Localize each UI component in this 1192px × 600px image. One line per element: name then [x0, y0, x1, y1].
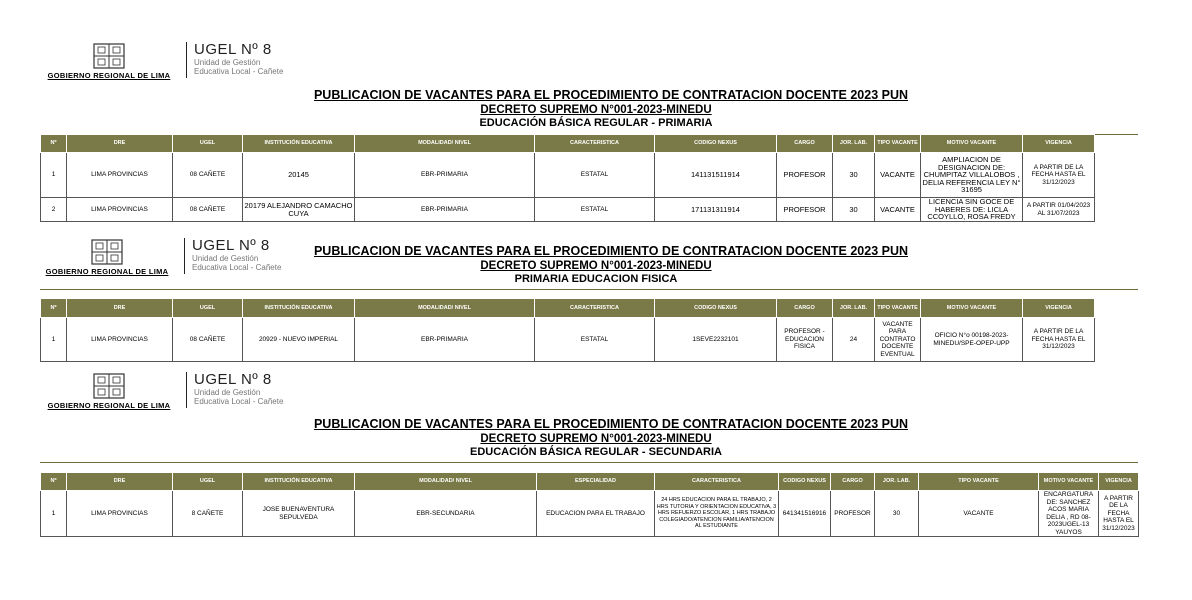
- header-cell: JOR. LAB.: [875, 473, 919, 491]
- cell-cargo: PROFESOR - EDUCACION FISICA: [777, 318, 833, 362]
- header-cell: JOR. LAB.: [833, 135, 875, 153]
- divider-line: [40, 462, 1138, 463]
- cell-vigencia: A PARTIR 01/04/2023 AL 31/07/2023: [1023, 198, 1095, 222]
- cell-caracteristica: 24 HRS EDUCACION PARA EL TRABAJO, 2 HRS TUTORIA Y ORIENTACION EDUCATIVA, 3 HRS REFUERZO ESCOLAR, 1 HRS TRABAJO COLEGIADO/ATENCION FAMILIA/ATENCION AL ESTUDIANTE: [655, 491, 779, 537]
- header-cell: UGEL: [173, 473, 243, 491]
- cell-n: 1: [41, 318, 67, 362]
- cell-caracteristica: ESTATAL: [535, 153, 655, 198]
- cell-ugel: 8 CAÑETE: [173, 491, 243, 537]
- gobierno-text: GOBIERNO REGIONAL DE LIMA: [47, 401, 171, 410]
- header-cell: MODALIDAD/ NIVEL: [355, 135, 535, 153]
- cell-motivo: AMPLIACION DE DESIGNACION DE: CHUMPITAZ VILLALOBOS , DELIA REFERENCIA LEY N° 31695: [921, 153, 1023, 198]
- cell-codigo: 1SEVE2232101: [655, 318, 777, 362]
- cell-codigo: 141131511914: [655, 153, 777, 198]
- cell-cargo: PROFESOR: [777, 198, 833, 222]
- ugel-sub1: Unidad de Gestión: [194, 388, 261, 397]
- cell-institucion: 20929 - NUEVO IMPERIAL: [243, 318, 355, 362]
- cell-caracteristica: ESTATAL: [535, 318, 655, 362]
- header-cell: CODIGO NEXUS: [655, 299, 777, 318]
- cell-modalidad: EBR-PRIMARIA: [355, 318, 535, 362]
- gobierno-regional-logo: [40, 372, 178, 410]
- section-title: PUBLICACION DE VACANTES PARA EL PROCEDIMIENTO DE CONTRATACION DOCENTE 2023 PUN: [313, 244, 909, 258]
- header-cell: MOTIVO VACANTE: [921, 299, 1023, 318]
- ugel-title: UGEL Nº 8: [194, 371, 272, 388]
- cell-tipo: VACANTE: [919, 491, 1039, 537]
- header-cell: Nº: [41, 135, 67, 153]
- cell-dre: LIMA PROVINCIAS: [67, 318, 173, 362]
- cell-especialidad: EDUCACION PARA EL TRABAJO: [537, 491, 655, 537]
- cell-dre: LIMA PROVINCIAS: [67, 153, 173, 198]
- cell-codigo: 171131311914: [655, 198, 777, 222]
- gobierno-regional-logo: [40, 42, 178, 80]
- cell-jornada: 30: [833, 198, 875, 222]
- logo-block-1: [40, 42, 283, 80]
- ugel-logo: [186, 42, 283, 78]
- divider-line: [40, 289, 1138, 290]
- cell-institucion: JOSE BUENAVENTURA SEPULVEDA: [243, 491, 355, 537]
- section-subtitle: EDUCACIÓN BÁSICA REGULAR - PRIMARIA: [479, 117, 713, 129]
- header-cell: CODIGO NEXUS: [655, 135, 777, 153]
- header-cell: TIPO VACANTE: [875, 299, 921, 318]
- cell-tipo: VACANTE: [875, 198, 921, 222]
- cell-cargo: PROFESOR: [777, 153, 833, 198]
- header-cell: CARACTERISTICA: [535, 135, 655, 153]
- section-decree: DECRETO SUPREMO N°001-2023-MINEDU: [480, 104, 712, 116]
- ugel-sub2: Educativa Local - Cañete: [192, 263, 282, 272]
- cell-vigencia: A PARTIR DE LA FECHA HASTA EL 31/12/2023: [1023, 153, 1095, 198]
- section-title: PUBLICACION DE VACANTES PARA EL PROCEDIMIENTO DE CONTRATACION DOCENTE 2023 PUN: [313, 417, 909, 431]
- vacancy-table-primaria: [40, 134, 1095, 222]
- header-cell: VIGENCIA: [1023, 299, 1095, 318]
- cell-codigo: 641341516916: [779, 491, 831, 537]
- cell-caracteristica: ESTATAL: [535, 198, 655, 222]
- cell-modalidad: EBR-PRIMARIA: [355, 153, 535, 198]
- cell-vigencia: A PARTIR DE LA FECHA HASTA EL 31/12/2023: [1099, 491, 1139, 537]
- vacancy-table-secundaria: [40, 472, 1139, 537]
- cell-institucion: 20179 ALEJANDRO CAMACHO CUYA: [243, 198, 355, 222]
- header-cell: VIGENCIA: [1099, 473, 1139, 491]
- ugel-logo: [186, 372, 283, 408]
- cell-motivo: LICENCIA SIN GOCE DE HABERES DE: LICLA CCOYLLO, ROSA FREDY: [921, 198, 1023, 222]
- cell-n: 1: [41, 153, 67, 198]
- table-row: [41, 153, 1095, 198]
- header-cell: TIPO VACANTE: [875, 135, 921, 153]
- cell-vigencia: A PARTIR DE LA FECHA HASTA EL 31/12/2023: [1023, 318, 1095, 362]
- table-row: [41, 318, 1095, 362]
- section-title: PUBLICACION DE VACANTES PARA EL PROCEDIMIENTO DE CONTRATACION DOCENTE 2023 PUN: [313, 88, 909, 102]
- header-cell: CARGO: [831, 473, 875, 491]
- section-2-titles: [0, 244, 1192, 286]
- table-header-row: [41, 135, 1095, 153]
- cell-motivo: ENCARGATURA DE: SANCHEZ ACOS MARIA DELIA , RD 08-2023UGEL-13 YAUYOS: [1039, 491, 1099, 537]
- header-cell: DRE: [67, 135, 173, 153]
- header-cell: Nº: [41, 473, 67, 491]
- header-cell: CARACTERISTICA: [535, 299, 655, 318]
- table-row: [41, 491, 1139, 537]
- cell-modalidad: EBR-SECUNDARIA: [355, 491, 537, 537]
- ugel-title: UGEL Nº 8: [194, 41, 272, 58]
- cell-ugel: 08 CAÑETE: [173, 153, 243, 198]
- header-cell: INSTITUCIÓN EDUCATIVA: [243, 299, 355, 318]
- header-cell: UGEL: [173, 135, 243, 153]
- section-subtitle: PRIMARIA EDUCACION FISICA: [514, 273, 678, 285]
- header-cell: INSTITUCIÓN EDUCATIVA: [243, 473, 355, 491]
- ugel-sub1: Unidad de Gestión: [194, 58, 261, 67]
- ugel-title: UGEL Nº 8: [192, 237, 270, 254]
- header-cell: MODALIDAD/ NIVEL: [355, 299, 535, 318]
- cell-tipo: VACANTE: [875, 153, 921, 198]
- ugel-sub2: Educativa Local - Cañete: [194, 397, 284, 406]
- header-cell: DRE: [67, 299, 173, 318]
- header-cell: MOTIVO VACANTE: [1039, 473, 1099, 491]
- header-cell: CARGO: [777, 135, 833, 153]
- header-cell: VIGENCIA: [1023, 135, 1095, 153]
- header-cell: CODIGO NEXUS: [779, 473, 831, 491]
- logo-block-3: [40, 372, 283, 410]
- regional-seal-icon: [92, 42, 126, 70]
- gobierno-text: GOBIERNO REGIONAL DE LIMA: [47, 71, 171, 80]
- header-cell: MODALIDAD/ NIVEL: [355, 473, 537, 491]
- header-cell: UGEL: [173, 299, 243, 318]
- header-cell: TIPO VACANTE: [919, 473, 1039, 491]
- section-decree: DECRETO SUPREMO N°001-2023-MINEDU: [480, 433, 712, 445]
- header-cell: INSTITUCIÓN EDUCATIVA: [243, 135, 355, 153]
- cell-dre: LIMA PROVINCIAS: [67, 198, 173, 222]
- cell-n: 1: [41, 491, 67, 537]
- header-cell: Nº: [41, 299, 67, 318]
- header-cell: CARGO: [777, 299, 833, 318]
- ugel-sub1: Unidad de Gestión: [192, 254, 259, 263]
- section-3-titles: [0, 417, 1192, 459]
- cell-tipo: VACANTE PARA CONTRATO DOCENTE EVENTUAL: [875, 318, 921, 362]
- header-cell: DRE: [67, 473, 173, 491]
- cell-motivo: OFICIO N°o 00198-2023-MINEDU/SPE-OPEP-UPP: [921, 318, 1023, 362]
- cell-modalidad: EBR-PRIMARIA: [355, 198, 535, 222]
- cell-jornada: 24: [833, 318, 875, 362]
- section-1-titles: [0, 88, 1192, 130]
- cell-cargo: PROFESOR: [831, 491, 875, 537]
- regional-seal-icon: [92, 372, 126, 400]
- header-cell: JOR. LAB.: [833, 299, 875, 318]
- header-cell: CARACTERISTICA: [655, 473, 779, 491]
- table-header-row: [41, 299, 1095, 318]
- ugel-sub2: Educativa Local - Cañete: [194, 67, 284, 76]
- cell-n: 2: [41, 198, 67, 222]
- cell-jornada: 30: [875, 491, 919, 537]
- cell-ugel: 08 CAÑETE: [173, 198, 243, 222]
- cell-jornada: 30: [833, 153, 875, 198]
- table-row: [41, 198, 1095, 222]
- cell-ugel: 08 CAÑETE: [173, 318, 243, 362]
- section-subtitle: EDUCACIÓN BÁSICA REGULAR - SECUNDARIA: [470, 446, 722, 458]
- header-cell: ESPECIALIDAD: [537, 473, 655, 491]
- section-decree: DECRETO SUPREMO N°001-2023-MINEDU: [480, 260, 712, 272]
- header-cell: MOTIVO VACANTE: [921, 135, 1023, 153]
- cell-institucion: 20145: [243, 153, 355, 198]
- divider-line: [1094, 134, 1138, 135]
- vacancy-table-educacion-fisica: [40, 298, 1095, 362]
- table-header-row: [41, 473, 1139, 491]
- cell-dre: LIMA PROVINCIAS: [67, 491, 173, 537]
- gobierno-text: GOBIERNO REGIONAL DE LIMA: [45, 267, 169, 276]
